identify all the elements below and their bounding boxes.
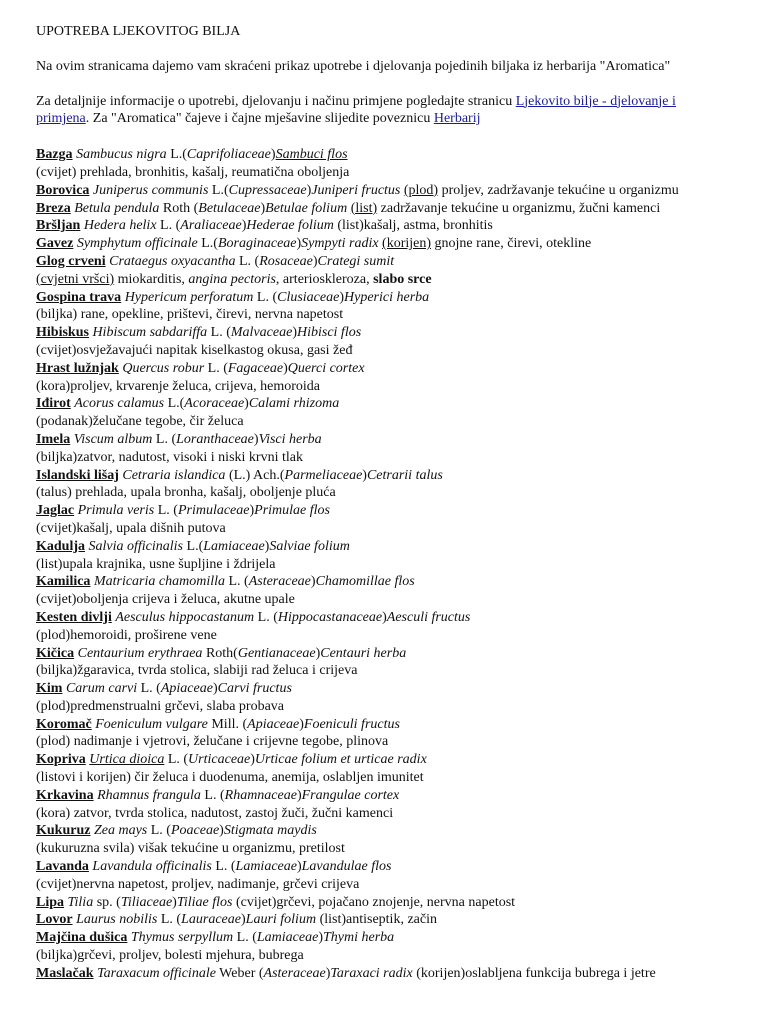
entry-text: )	[325, 965, 331, 981]
herb-name: Maslačak	[36, 965, 94, 981]
entry-text: (cvijet)osvježavajući napitak kiselkastog okusa, gasi žeđ	[36, 342, 353, 358]
entry-text: )	[310, 574, 316, 590]
herb-entry	[36, 609, 732, 645]
herb-entry	[36, 235, 732, 253]
herb-entry	[36, 289, 732, 325]
entry-text: )	[241, 218, 247, 234]
herb-name: Krkavina	[36, 787, 94, 803]
entry-text: )	[312, 253, 318, 269]
latin-name: Lamiaceae	[256, 930, 319, 946]
latin-name: Salviae folium	[269, 538, 350, 554]
latin-name: Cetraria islandica	[122, 467, 226, 483]
latin-name: Malvaceae	[230, 325, 293, 341]
entry-text: (kukuruzna svila) višak tekućine u organizmu, pretilost	[36, 841, 345, 857]
herb-entry	[36, 965, 732, 983]
latin-name: Frangulae cortex	[301, 787, 400, 803]
herb-entry	[36, 395, 732, 431]
entry-text: L. (	[254, 609, 278, 625]
entry-text: (talus) prehlada, upala bronha, kašalj, oboljenje pluća	[36, 485, 336, 501]
entry-text: (list)antiseptik, začin	[316, 912, 437, 928]
latin-name: Symphytum officinale	[76, 236, 198, 252]
entry-text: L.(	[197, 236, 218, 252]
latin-name: Urticae folium et urticae radix	[254, 752, 427, 768]
herb-entry	[36, 182, 732, 200]
plant-part: (cvjetni vršci)	[36, 271, 115, 287]
entry-text: proljev, zadržavanje tekućine u organizmu	[438, 182, 679, 198]
entry-text: L. (	[154, 503, 178, 519]
latin-name: Hyperici herba	[344, 289, 430, 305]
herb-name: Iđirot	[36, 396, 71, 412]
latin-name: Gentianaceae	[237, 645, 316, 661]
herb-entry	[36, 645, 732, 681]
entry-text: (kora) zatvor, tvrda stolica, nadutost, zastoj žuči, žučni kamenci	[36, 805, 394, 821]
plant-part: (korijen)	[382, 236, 432, 252]
latin-name: Stigmata maydis	[223, 823, 317, 839]
entry-text: (podanak)želučane tegobe, čir želuca	[36, 414, 244, 430]
herb-entry	[36, 573, 732, 609]
link-herbarij[interactable]: Herbarij	[433, 111, 481, 127]
entry-text: )	[250, 752, 255, 768]
entry-text: (L.) Ach.(	[225, 467, 285, 483]
latin-name: Rosaceae	[259, 253, 313, 269]
entry-text: )	[296, 859, 302, 875]
entry-text: L.(	[166, 147, 187, 163]
entry-text: L.(	[164, 396, 185, 412]
entry-text: (list)kašalj, astma, bronhitis	[333, 218, 493, 234]
latin-name: Boraginaceae	[217, 236, 297, 252]
entry-text: Weber (	[215, 965, 264, 981]
latin-name: Lauraceae	[181, 912, 241, 928]
latin-name: Salvia officinalis	[88, 538, 184, 554]
latin-name: Primula veris	[77, 503, 155, 519]
herb-name: Kamilica	[36, 574, 91, 590]
herb-entry	[36, 431, 732, 467]
herb-entry	[36, 253, 732, 289]
latin-name: Hippocastanaceae	[277, 609, 383, 625]
latin-name: Rhamnus frangula	[97, 787, 201, 803]
latin-name: Crategi sumit	[317, 253, 395, 269]
herb-entry	[36, 822, 732, 858]
latin-name: Sambucus nigra	[76, 147, 167, 163]
herb-name: Kim	[36, 681, 63, 697]
entry-text: L. (	[224, 574, 249, 590]
entry-text: , arterioskleroza,	[275, 271, 374, 287]
herb-entry	[36, 680, 732, 716]
entry-text: L. (	[157, 912, 182, 928]
herb-entry	[36, 324, 732, 360]
entry-text: sp. (	[93, 894, 121, 910]
plant-part: (list)	[350, 200, 378, 216]
herb-entry	[36, 146, 732, 182]
entry-text: (biljka)zatvor, nadutost, visoki i niski krvni tlak	[36, 449, 303, 465]
herb-name: Hibiskus	[36, 325, 89, 341]
entry-text: L. (	[207, 325, 231, 341]
herb-name: Kukuruz	[36, 823, 91, 839]
entry-text: (listovi i korijen) čir želuca i duodenuma, anemija, oslabljen imunitet	[36, 770, 424, 786]
entry-text: (biljka) rane, opekline, prištevi, čirevi, nervna napetost	[36, 307, 344, 323]
entry-text: (cvijet)kašalj, upala dišnih putova	[36, 520, 226, 536]
latin-name: Cetrarii talus	[366, 467, 443, 483]
entry-text: )	[318, 930, 323, 946]
entry-text: L. (	[253, 289, 278, 305]
entry-text: )	[249, 503, 255, 519]
latin-name: Lavandulae flos	[301, 859, 392, 875]
entry-text: (plod) nadimanje i vjetrovi, želučane i crijevne tegobe, plinova	[36, 734, 389, 750]
details-text-1: Za detaljnije informacije o upotrebi, djelovanju i načinu primjene pogledajte stranicu	[36, 93, 516, 109]
latin-name: Apiaceae	[160, 681, 213, 697]
entry-text: (biljka)žgaravica, tvrda stolica, slabiji rad želuca i crijeva	[36, 663, 358, 679]
latin-name: Calami rhizoma	[248, 396, 340, 412]
herb-name: Majčina dušica	[36, 930, 128, 946]
herb-entry	[36, 217, 732, 235]
latin-name: Tiliae flos	[176, 894, 233, 910]
latin-name: Lavandula officinalis	[92, 859, 212, 875]
latin-name: Zea mays	[93, 823, 148, 839]
latin-name: Hibiscum sabdariffa	[92, 325, 208, 341]
herb-entry	[36, 538, 732, 574]
latin-name: Parmeliaceae	[284, 467, 363, 483]
latin-name: Tilia	[67, 894, 94, 910]
latin-name: Betula pendula	[74, 200, 160, 216]
herb-name: Glog crveni	[36, 253, 106, 269]
latin-name: Caprifoliaceae	[186, 147, 271, 163]
herb-entry	[36, 894, 732, 912]
entry-text: L.(	[208, 182, 229, 198]
latin-name: Asteraceae	[248, 574, 311, 590]
herb-entry	[36, 911, 732, 929]
herb-name: Hrast lužnjak	[36, 360, 119, 376]
latin-name: Fagaceae	[227, 360, 284, 376]
entry-text: (list)upala krajnika, usne šupljine i ždrijela	[36, 556, 276, 572]
herb-name: Gavez	[36, 236, 74, 252]
herb-name: Borovica	[36, 182, 90, 198]
herb-name: Gospina trava	[36, 289, 122, 305]
entry-text: (kora)proljev, krvarenje želuca, crijeva, hemoroida	[36, 378, 320, 394]
bold-text: slabo srce	[373, 271, 432, 287]
entry-text: )	[292, 325, 297, 341]
herb-list	[36, 146, 732, 982]
herb-name: Kičica	[36, 645, 75, 661]
latin-name: Thymus serpyllum	[130, 930, 234, 946]
latin-name: Foeniculum vulgare	[95, 716, 208, 732]
latin-name: Juniperus communis	[92, 182, 209, 198]
entry-text: Roth(	[202, 645, 238, 661]
latin-name: Lauri folium	[245, 912, 317, 928]
entry-text: )	[172, 894, 177, 910]
herb-entry	[36, 751, 732, 787]
herb-entry	[36, 467, 732, 503]
entry-text: L. (	[156, 218, 181, 234]
entry-text: (cvijet)grčevi, pojačano znojenje, nervna napetost	[232, 894, 516, 910]
herb-name: Kopriva	[36, 752, 86, 768]
entry-text: )	[260, 200, 266, 216]
latin-name: Matricaria chamomilla	[93, 574, 225, 590]
latin-name: angina pectoris	[188, 271, 276, 287]
latin-name: Taraxacum officinale	[97, 965, 216, 981]
entry-text: (plod)hemoroidi, proširene vene	[36, 627, 217, 643]
entry-text: L. (	[200, 787, 225, 803]
latin-name: Lamiaceae	[235, 859, 297, 875]
entry-text: (korijen)oslabljena funkcija bubrega i jetre	[412, 965, 656, 981]
entry-text: )	[315, 645, 321, 661]
herb-name: Kesten divlji	[36, 609, 112, 625]
herb-entry	[36, 716, 732, 752]
herb-name: Lovor	[36, 912, 73, 928]
latin-name: Carum carvi	[65, 681, 138, 697]
entry-text: )	[299, 716, 304, 732]
entry-text: (cvijet)nervna napetost, proljev, nadimanje, grčevi crijeva	[36, 876, 360, 892]
entry-text: L. (	[211, 859, 236, 875]
latin-name: Acoraceae	[184, 396, 245, 412]
entry-text: (cvijet)oboljenja crijeva i želuca, akutne upale	[36, 592, 295, 608]
entry-text: L. (	[147, 823, 171, 839]
entry-text: L. (	[137, 681, 161, 697]
entry-text: )	[283, 360, 288, 376]
herb-entry	[36, 502, 732, 538]
latin-name: Visci herba	[258, 431, 322, 447]
latin-name: Chamomillae flos	[315, 574, 415, 590]
entry-text: L. (	[152, 431, 177, 447]
entry-text: )	[264, 538, 270, 554]
latin-name: Thymi herba	[323, 930, 395, 946]
entry-text: )	[240, 912, 246, 928]
latin-name: Quercus robur	[122, 360, 205, 376]
entry-text: (biljka)grčevi, proljev, bolesti mjehura, bubrega	[36, 948, 304, 964]
latin-name: Hibisci flos	[296, 325, 362, 341]
entry-text: Roth (	[159, 200, 199, 216]
latin-name: Acorus calamus	[74, 396, 165, 412]
entry-text: )	[362, 467, 367, 483]
latin-name: Sympyti radix	[301, 236, 379, 252]
herb-name: Lipa	[36, 894, 65, 910]
details-paragraph	[36, 93, 732, 129]
latin-name: Clusiaceae	[277, 289, 340, 305]
latin-name: Asteraceae	[263, 965, 326, 981]
entry-text: )	[219, 823, 224, 839]
entry-text: L. (	[235, 253, 260, 269]
herb-name: Imela	[36, 431, 71, 447]
latin-name: Centauri herba	[320, 645, 407, 661]
latin-name: Aesculus hippocastanum	[115, 609, 255, 625]
latin-name: Crataegus oxyacantha	[109, 253, 236, 269]
latin-name: Sambuci flos	[275, 147, 348, 163]
details-text-2: . Za "Aromatica" čajeve i čajne mješavine slijedite poveznicu	[85, 111, 434, 127]
herb-name: Jaglac	[36, 503, 75, 519]
latin-name: Laurus nobilis	[76, 912, 158, 928]
latin-name: Araliaceae	[180, 218, 242, 234]
latin-name: Urtica dioica	[89, 752, 165, 768]
latin-name: Hederae folium	[246, 218, 334, 234]
latin-name: Primulaceae	[177, 503, 250, 519]
entry-text: )	[339, 289, 344, 305]
latin-name: Lamiaceae	[203, 538, 265, 554]
herb-name: Kadulja	[36, 538, 86, 554]
latin-name: Primulae flos	[254, 503, 330, 519]
latin-name: Juniperi fructus	[311, 182, 401, 198]
latin-name: Carvi fructus	[217, 681, 292, 697]
latin-name: Centaurium erythraea	[77, 645, 203, 661]
latin-name: Urticaceae	[188, 752, 251, 768]
entry-text: (cvijet) prehlada, bronhitis, kašalj, reumatična oboljenja	[36, 164, 350, 180]
latin-name: Tiliaceae	[120, 894, 173, 910]
herb-entry	[36, 929, 732, 965]
herb-entry	[36, 360, 732, 396]
entry-text: miokarditis,	[114, 271, 189, 287]
entry-text: )	[270, 147, 276, 163]
link-ljekovito-bilje[interactable]: Ljekovito bilje - djelovanje i primjena	[36, 93, 676, 127]
latin-name: Cupressaceae	[228, 182, 307, 198]
latin-name: Betulae folium	[265, 200, 348, 216]
entry-text: L.(	[183, 538, 204, 554]
herb-name: Islandski lišaj	[36, 467, 119, 483]
latin-name: Querci cortex	[287, 360, 365, 376]
entry-text: Mill. (	[207, 716, 248, 732]
intro-paragraph: Na ovim stranicama dajemo vam skraćeni prikaz upotrebe i djelovanja pojedinih biljaka iz herbarija "Aromatica"	[36, 58, 671, 74]
latin-name: Poaceae	[170, 823, 220, 839]
entry-text: )	[296, 787, 302, 803]
latin-name: Hypericum perforatum	[124, 289, 254, 305]
latin-name: Rhamnaceae	[224, 787, 297, 803]
latin-name: Apiaceae	[247, 716, 300, 732]
latin-name: Taraxaci radix	[330, 965, 413, 981]
herb-entry	[36, 200, 732, 218]
entry-text: )	[253, 431, 259, 447]
entry-text: )	[382, 609, 387, 625]
latin-name: Loranthaceae	[176, 431, 254, 447]
entry-text: )	[244, 396, 249, 412]
entry-text: L. (	[164, 752, 189, 768]
entry-text: )	[296, 236, 302, 252]
entry-text: zadržavanje tekućine u organizmu, žučni kamenci	[377, 200, 661, 216]
herb-name: Bazga	[36, 147, 73, 163]
entry-text: L. (	[204, 360, 228, 376]
entry-text: )	[212, 681, 218, 697]
page-title: UPOTREBA LJEKOVITOG BILJA	[36, 24, 241, 39]
entry-text: (plod)predmenstrualni grčevi, slaba probava	[36, 698, 285, 714]
entry-text: gnojne rane, čirevi, otekline	[431, 236, 592, 252]
herb-name: Koromač	[36, 716, 92, 732]
herb-name: Bršljan	[36, 218, 81, 234]
latin-name: Betulaceae	[198, 200, 261, 216]
herb-entry	[36, 858, 732, 894]
latin-name: Aesculi fructus	[386, 609, 471, 625]
latin-name: Viscum album	[73, 431, 153, 447]
latin-name: Foeniculi fructus	[303, 716, 400, 732]
entry-text: L. (	[233, 930, 257, 946]
plant-part: (plod)	[403, 182, 439, 198]
herb-entry	[36, 787, 732, 823]
latin-name: Hedera helix	[83, 218, 157, 234]
herb-name: Lavanda	[36, 859, 89, 875]
entry-text: )	[306, 182, 312, 198]
herb-name: Breza	[36, 200, 71, 216]
